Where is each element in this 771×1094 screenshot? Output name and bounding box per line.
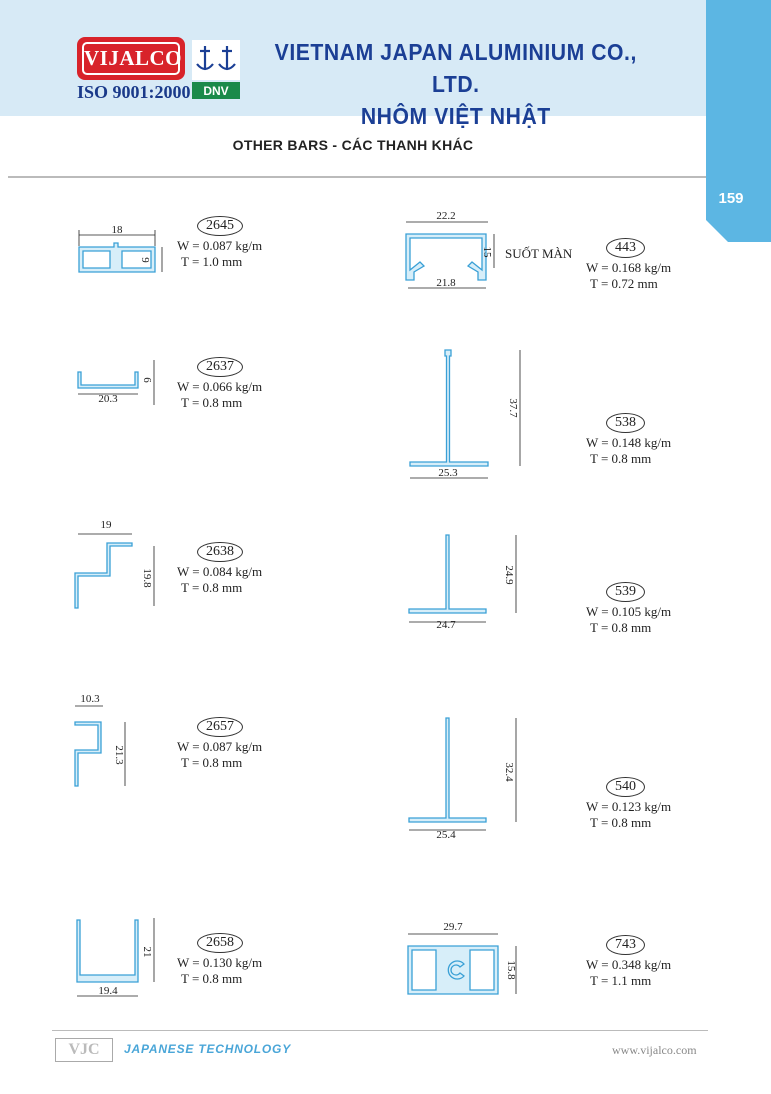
dim-height: 32.4 xyxy=(503,762,515,782)
thickness: T = 0.72 mm xyxy=(590,276,658,291)
weight: W = 0.087 kg/m xyxy=(177,238,263,253)
profile-drawing-2657 xyxy=(70,690,165,790)
thickness: T = 1.1 mm xyxy=(590,973,652,988)
vijalco-logo-text: VIJALCO xyxy=(82,42,180,75)
dim-height: 6 xyxy=(141,377,153,383)
spec-block-2638 xyxy=(177,542,262,596)
thickness: T = 0.8 mm xyxy=(590,620,652,635)
dim-height: 9 xyxy=(139,257,151,263)
company-name xyxy=(258,36,654,132)
company-name-en: VIETNAM JAPAN ALUMINIUM CO., LTD. xyxy=(274,39,637,97)
dim-height: 21.3 xyxy=(113,745,125,765)
profile-code: 2658 xyxy=(197,933,243,953)
spec-block-539 xyxy=(586,582,671,636)
weight: W = 0.105 kg/m xyxy=(586,604,672,619)
profile-drawing-743 xyxy=(400,918,530,1000)
dim-width: 29.7 xyxy=(443,921,463,933)
dim-height: 15.8 xyxy=(505,960,517,980)
weight: W = 0.148 kg/m xyxy=(586,435,672,450)
dim-width: 20.3 xyxy=(98,393,118,405)
weight: W = 0.084 kg/m xyxy=(177,564,263,579)
thickness: T = 0.8 mm xyxy=(181,755,243,770)
dim-width-top: 22.2 xyxy=(436,210,456,222)
dnv-logo xyxy=(192,40,240,100)
profile-drawing-2637 xyxy=(70,360,165,410)
footer-tagline: JAPANESE TECHNOLOGY xyxy=(124,1042,291,1056)
weight: W = 0.087 kg/m xyxy=(177,739,263,754)
section-title: OTHER BARS - CÁC THANH KHÁC xyxy=(232,137,474,153)
spec-block-443 xyxy=(586,238,671,292)
dim-width: 19.4 xyxy=(98,985,118,997)
top-divider xyxy=(8,176,706,178)
spec-block-2658 xyxy=(177,933,262,987)
dnv-logo-text: DNV xyxy=(203,84,229,98)
thickness: T = 0.8 mm xyxy=(181,395,243,410)
profile-code: 538 xyxy=(606,413,645,433)
footer-website: www.vijalco.com xyxy=(612,1043,697,1057)
spec-block-538 xyxy=(586,413,671,467)
dim-height: 21 xyxy=(141,946,153,958)
weight: W = 0.168 kg/m xyxy=(586,260,672,275)
spec-block-743 xyxy=(586,935,671,989)
dim-width: 19 xyxy=(100,520,112,531)
profile-drawing-2638 xyxy=(70,520,165,612)
vjc-badge: VJC xyxy=(55,1038,113,1062)
profile-drawing-2658 xyxy=(70,912,165,1004)
dim-height: 15 xyxy=(481,246,493,258)
profile-note-443: SUỐT MÀN xyxy=(505,246,573,261)
page-side-tab xyxy=(706,0,771,178)
page-number-tab xyxy=(706,178,771,242)
weight: W = 0.066 kg/m xyxy=(177,379,263,394)
thickness: T = 0.8 mm xyxy=(590,815,652,830)
profile-code: 2638 xyxy=(197,542,243,562)
profile-code: 539 xyxy=(606,582,645,602)
weight: W = 0.130 kg/m xyxy=(177,955,263,970)
iso-certification: ISO 9001:2000 xyxy=(77,82,191,102)
thickness: T = 1.0 mm xyxy=(181,254,243,269)
profile-drawing-538 xyxy=(400,342,530,484)
page-number: 159 xyxy=(718,190,744,207)
dim-height: 24.9 xyxy=(503,565,515,585)
profile-drawing-540 xyxy=(400,712,530,840)
profile-drawing-539 xyxy=(400,530,530,630)
company-name-vi: NHÔM VIỆT NHẬT xyxy=(360,103,551,129)
spec-block-2657 xyxy=(177,717,262,771)
profile-code: 743 xyxy=(606,935,645,955)
profile-code: 2657 xyxy=(197,717,243,737)
weight: W = 0.348 kg/m xyxy=(586,957,672,972)
dim-width: 10.3 xyxy=(80,693,100,705)
dim-width: 24.7 xyxy=(436,619,456,630)
thickness: T = 0.8 mm xyxy=(181,580,243,595)
profile-code: 540 xyxy=(606,777,645,797)
dim-width: 18 xyxy=(111,224,123,236)
thickness: T = 0.8 mm xyxy=(590,451,652,466)
dim-width-bottom: 21.8 xyxy=(436,277,456,289)
dim-width: 25.3 xyxy=(438,467,458,479)
profile-drawing-443 xyxy=(400,208,500,294)
profile-code: 443 xyxy=(606,238,645,258)
spec-block-2645 xyxy=(177,216,262,270)
dim-width: 25.4 xyxy=(436,829,456,840)
vijalco-logo xyxy=(77,37,185,80)
spec-block-540 xyxy=(586,777,671,831)
profile-code: 2637 xyxy=(197,357,243,377)
profile-code: 2645 xyxy=(197,216,243,236)
dim-height: 19.8 xyxy=(141,568,153,588)
spec-block-2637 xyxy=(177,357,262,411)
weight: W = 0.123 kg/m xyxy=(586,799,672,814)
thickness: T = 0.8 mm xyxy=(181,971,243,986)
bottom-divider xyxy=(52,1030,708,1031)
dim-height: 37.7 xyxy=(507,398,519,418)
profile-drawing-2645 xyxy=(70,222,165,282)
